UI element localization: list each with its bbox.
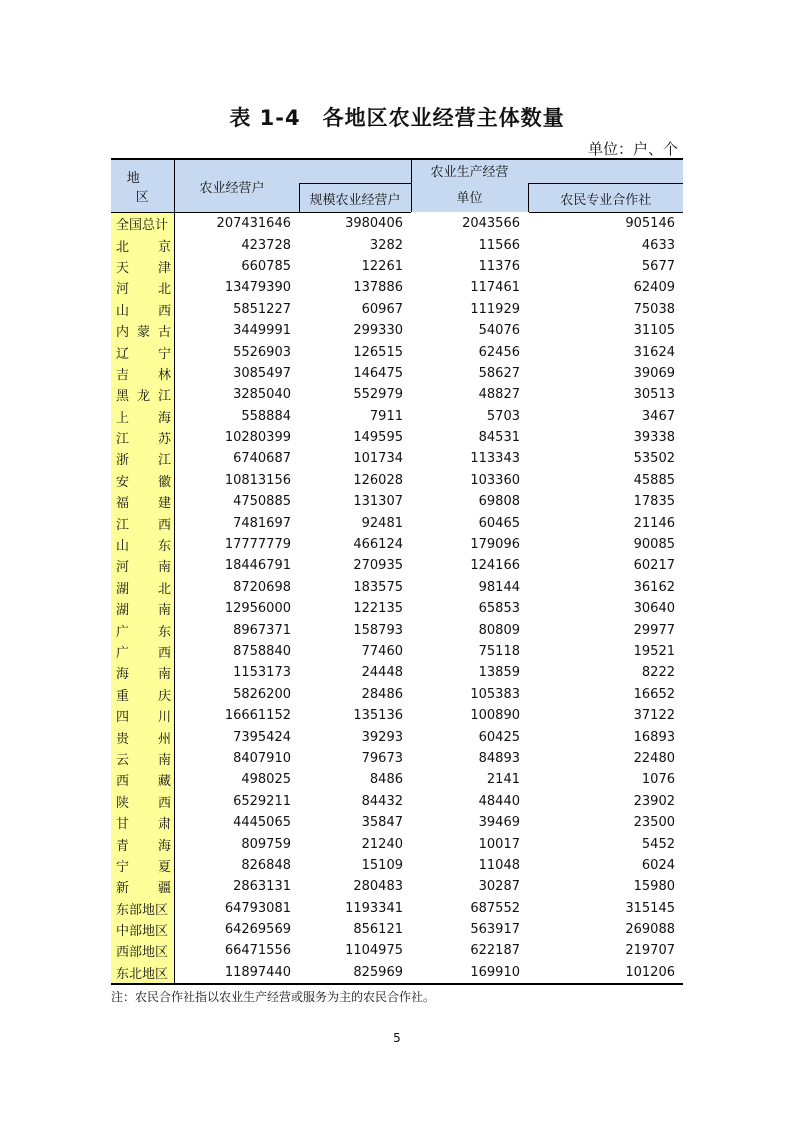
- scale-cell: 8486: [369, 772, 403, 788]
- table-row: [111, 769, 683, 790]
- region-cell: [111, 577, 174, 598]
- units-cell: 62456: [478, 344, 520, 360]
- scale-cell: 126515: [353, 344, 403, 360]
- scale-cell: 137886: [353, 280, 403, 296]
- region-name: 湖 南: [116, 603, 171, 619]
- region-name: 广 西: [116, 646, 171, 661]
- region-cell: [111, 491, 174, 512]
- region-name: 上 海: [116, 410, 171, 426]
- units-cell: 103360: [470, 472, 520, 488]
- farm-cell: 7395424: [233, 729, 291, 745]
- units-cell: 111929: [470, 301, 520, 317]
- region-cell: [111, 555, 174, 576]
- farm-cell: 5826200: [233, 686, 291, 702]
- table-row: [111, 619, 683, 640]
- farm-cell: 826848: [241, 857, 291, 873]
- scale-cell: 1193341: [345, 900, 403, 916]
- region-name: 西部地区: [116, 945, 169, 961]
- coop-cell: 29977: [633, 622, 675, 638]
- scale-cell: 12261: [361, 258, 403, 274]
- table-row: [111, 705, 683, 726]
- region-cell: [111, 277, 174, 298]
- table-row: [111, 470, 683, 491]
- table-row: [111, 555, 683, 576]
- region-name: 吉 林: [116, 367, 171, 383]
- region-cell: [111, 598, 174, 619]
- scale-cell: 552979: [353, 387, 403, 403]
- region-cell: [111, 962, 174, 984]
- scale-cell: 825969: [299, 962, 411, 984]
- region-cell: [111, 769, 174, 790]
- farm-cell: 8758840: [233, 644, 291, 659]
- units-cell: 105383: [470, 686, 520, 702]
- table-row: [111, 748, 683, 769]
- coop-cell: 4633: [641, 237, 675, 253]
- table-row: [111, 299, 683, 320]
- coop-cell: 8222: [641, 665, 675, 681]
- units-cell: 69808: [478, 494, 520, 510]
- table-row: [111, 962, 683, 984]
- coop-cell: 16893: [633, 729, 675, 745]
- region-name: 河 南: [116, 560, 171, 576]
- units-cell: 622187: [470, 943, 520, 959]
- units-cell: 80809: [478, 622, 520, 638]
- coop-cell: 36162: [633, 579, 675, 595]
- scale-cell: 39293: [361, 729, 403, 745]
- region-cell: [111, 341, 174, 362]
- scale-cell: 149595: [353, 430, 403, 446]
- region-cell: [111, 791, 174, 812]
- region-name: 湖 北: [116, 581, 171, 597]
- scale-cell: 24448: [361, 665, 403, 681]
- units-cell: 75118: [478, 644, 520, 659]
- page-number: 5: [393, 1031, 401, 1045]
- farm-cell: 66471556: [224, 943, 291, 959]
- scale-cell: 77460: [361, 644, 403, 659]
- table-row: [111, 277, 683, 298]
- region-name: 全国总计: [116, 218, 169, 234]
- data-table: [111, 158, 683, 985]
- coop-cell: 19521: [633, 644, 675, 659]
- region-cell: [111, 705, 174, 726]
- coop-cell: 53502: [633, 451, 675, 467]
- table-row: [111, 662, 683, 683]
- table-row: [111, 919, 683, 940]
- farm-cell: 64269569: [224, 922, 291, 938]
- region-name: 重 庆: [116, 688, 171, 704]
- units-cell: 98144: [478, 579, 520, 595]
- table-row: [111, 791, 683, 812]
- region-name: 山 东: [116, 539, 171, 555]
- coop-cell: 905146: [625, 216, 675, 232]
- scale-cell: 1104975: [345, 943, 403, 959]
- header-cooperatives: 农民专业合作社: [528, 184, 683, 213]
- units-cell: 11048: [478, 857, 520, 873]
- region-name: 海 南: [116, 667, 171, 683]
- scale-cell: 84432: [361, 793, 403, 809]
- region-name: 东部地区: [116, 902, 169, 918]
- coop-cell: 16652: [633, 686, 675, 702]
- coop-cell: 90085: [633, 537, 675, 553]
- region-cell: [111, 299, 174, 320]
- region-cell: [111, 662, 174, 683]
- region-name: 云 南: [116, 752, 171, 768]
- region-cell: [111, 256, 174, 277]
- scale-cell: 28486: [361, 686, 403, 702]
- units-cell: 113343: [470, 451, 520, 467]
- farm-cell: 3285040: [233, 387, 291, 403]
- scale-cell: 15109: [361, 857, 403, 873]
- farm-cell: 660785: [241, 258, 291, 274]
- coop-cell: 17835: [633, 494, 675, 510]
- coop-cell: 3467: [641, 408, 675, 424]
- table-row: [111, 876, 683, 897]
- region-cell: [111, 470, 174, 491]
- table-row: [111, 320, 683, 341]
- scale-cell: 270935: [353, 558, 403, 574]
- farm-cell: 16661152: [224, 708, 291, 724]
- coop-cell: 31624: [633, 344, 675, 360]
- scale-cell: 92481: [361, 515, 403, 531]
- region-name: 西 藏: [116, 774, 171, 790]
- table-row: [111, 341, 683, 362]
- coop-cell: 62409: [633, 280, 675, 296]
- farm-cell: 10813156: [224, 472, 291, 488]
- farm-cell: 5851227: [233, 301, 291, 317]
- farm-cell: 6740687: [233, 451, 291, 467]
- units-cell: 169910: [411, 962, 528, 984]
- units-cell: 54076: [478, 323, 520, 339]
- units-cell: 10017: [478, 836, 520, 852]
- scale-cell: 79673: [361, 750, 403, 766]
- units-cell: 179096: [470, 537, 520, 553]
- table-row: [111, 427, 683, 448]
- region-cell: [111, 427, 174, 448]
- region-name: 四 川: [116, 710, 171, 726]
- table-row: [111, 512, 683, 533]
- units-cell: 2141: [486, 772, 520, 788]
- farm-cell: 17777779: [224, 537, 291, 553]
- units-cell: 5703: [486, 408, 520, 424]
- region-name: 福 建: [116, 496, 171, 512]
- table-row: [111, 256, 683, 277]
- farm-cell: 207431646: [216, 216, 291, 232]
- units-cell: 30287: [478, 879, 520, 895]
- coop-cell: 37122: [633, 708, 675, 724]
- region-name: 江 苏: [116, 432, 171, 448]
- scale-cell: 131307: [353, 494, 403, 510]
- table-row: [111, 812, 683, 833]
- units-cell: 11376: [478, 258, 520, 274]
- scale-cell: 146475: [353, 365, 403, 381]
- table-row: [111, 577, 683, 598]
- region-cell: [111, 320, 174, 341]
- region-cell: [111, 812, 174, 833]
- farm-cell: 809759: [241, 836, 291, 852]
- table-row: [111, 833, 683, 854]
- region-cell: [111, 448, 174, 469]
- coop-cell: 1076: [641, 772, 675, 788]
- coop-cell: 219707: [625, 943, 675, 959]
- units-cell: 84893: [478, 750, 520, 766]
- farm-cell: 2863131: [233, 879, 291, 895]
- units-cell: 117461: [470, 280, 520, 296]
- coop-cell: 315145: [625, 900, 675, 916]
- scale-cell: 126028: [353, 472, 403, 488]
- table-row: [111, 726, 683, 747]
- region-name: 贵 州: [116, 731, 171, 747]
- region-name: 山 西: [116, 303, 171, 319]
- farm-cell: 8967371: [233, 622, 291, 638]
- coop-cell: 31105: [633, 323, 675, 339]
- coop-cell: 39069: [633, 365, 675, 381]
- region-name: 陕 西: [116, 795, 171, 811]
- coop-cell: 39338: [633, 430, 675, 446]
- farm-cell: 6529211: [233, 793, 291, 809]
- table-row: [111, 940, 683, 961]
- scale-cell: 3282: [369, 237, 403, 253]
- coop-cell: 75038: [633, 301, 675, 317]
- region-cell: [111, 213, 174, 235]
- coop-cell: 269088: [625, 922, 675, 938]
- region-cell: [111, 534, 174, 555]
- region-cell: [111, 684, 174, 705]
- coop-cell: 5452: [641, 836, 675, 852]
- table-row: [111, 213, 683, 235]
- units-cell: 100890: [470, 708, 520, 724]
- farm-cell: 1153173: [233, 665, 291, 681]
- header-production-units: 农业生产经营单位: [411, 159, 528, 213]
- region-name: 甘 肃: [116, 817, 171, 833]
- farm-cell: 3085497: [233, 365, 291, 381]
- region-name: 辽 宁: [116, 346, 171, 362]
- coop-cell: 23902: [633, 793, 675, 809]
- region-cell: [111, 384, 174, 405]
- units-cell: 48827: [478, 387, 520, 403]
- units-cell: 563917: [470, 922, 520, 938]
- scale-cell: 35847: [361, 815, 403, 831]
- table-row: [111, 384, 683, 405]
- table-title: 表 1-4 各地区农业经营主体数量: [229, 106, 565, 130]
- coop-cell: 6024: [641, 857, 675, 873]
- units-cell: 687552: [470, 900, 520, 916]
- unit-label: 单位：户、个: [587, 140, 678, 158]
- scale-cell: 122135: [353, 601, 403, 617]
- table-row: [111, 684, 683, 705]
- scale-cell: 856121: [353, 922, 403, 938]
- units-cell: 84531: [478, 430, 520, 446]
- header-scale-top: [299, 159, 411, 184]
- farm-cell: 64793081: [224, 900, 291, 916]
- region-cell: [111, 512, 174, 533]
- region-cell: [111, 833, 174, 854]
- units-cell: 11566: [478, 237, 520, 253]
- table-row: [111, 234, 683, 255]
- region-cell: [111, 726, 174, 747]
- coop-cell: 15980: [633, 879, 675, 895]
- footnote: 注：农民合作社指以农业生产经营或服务为主的农民合作社。: [111, 990, 436, 1004]
- units-cell: 2043566: [462, 216, 520, 232]
- farm-cell: 7481697: [233, 515, 291, 531]
- coop-cell: 23500: [633, 815, 675, 831]
- region-name: 北 京: [116, 239, 171, 255]
- table-row: [111, 641, 683, 662]
- header-coop-top: [528, 159, 683, 184]
- region-name: 东北地区: [116, 966, 169, 982]
- region-cell: [111, 940, 174, 961]
- region-cell: [111, 748, 174, 769]
- units-cell: 58627: [478, 365, 520, 381]
- table-row: [111, 448, 683, 469]
- table-row: [111, 406, 683, 427]
- farm-cell: 4750885: [233, 494, 291, 510]
- units-cell: 60425: [478, 729, 520, 745]
- scale-cell: 135136: [353, 708, 403, 724]
- farm-cell: 11897440: [174, 962, 299, 984]
- scale-cell: 280483: [353, 879, 403, 895]
- coop-cell: 101206: [528, 962, 683, 984]
- region-cell: [111, 898, 174, 919]
- table-row: [111, 855, 683, 876]
- farm-cell: 5526903: [233, 344, 291, 360]
- coop-cell: 60217: [633, 558, 675, 574]
- coop-cell: 45885: [633, 472, 675, 488]
- units-cell: 48440: [478, 793, 520, 809]
- region-name: 青 海: [116, 838, 171, 854]
- farm-cell: 10280399: [224, 430, 291, 446]
- region-cell: [111, 234, 174, 255]
- scale-cell: 60967: [361, 301, 403, 317]
- region-cell: [111, 406, 174, 427]
- region-name: 河 北: [116, 282, 171, 298]
- scale-cell: 183575: [353, 579, 403, 595]
- scale-cell: 299330: [353, 323, 403, 339]
- region-name: 天 津: [116, 260, 171, 276]
- farm-cell: 4445065: [233, 815, 291, 831]
- region-name: 浙 江: [116, 453, 171, 469]
- units-cell: 60465: [478, 515, 520, 531]
- table-body: [111, 213, 683, 985]
- region-name: 安 徽: [116, 474, 171, 490]
- region-name: 黑 龙 江: [116, 389, 171, 405]
- scale-cell: 21240: [361, 836, 403, 852]
- header-farm-households: 农业经营户: [174, 159, 299, 213]
- header-scale-households: 规模农业经营户: [299, 184, 411, 213]
- farm-cell: 18446791: [224, 558, 291, 574]
- region-name: 中部地区: [116, 924, 169, 940]
- table-row: [111, 491, 683, 512]
- scale-cell: 101734: [353, 451, 403, 467]
- region-name: 新 疆: [116, 881, 171, 897]
- coop-cell: 30640: [633, 601, 675, 617]
- table-row: [111, 534, 683, 555]
- scale-cell: 3980406: [345, 216, 403, 232]
- units-cell: 39469: [478, 815, 520, 831]
- scale-cell: 466124: [353, 537, 403, 553]
- coop-cell: 30513: [633, 387, 675, 403]
- farm-cell: 3449991: [233, 323, 291, 339]
- region-name: 内 蒙 古: [116, 325, 171, 341]
- units-cell: 65853: [478, 601, 520, 617]
- table-row: [111, 898, 683, 919]
- coop-cell: 21146: [633, 515, 675, 531]
- region-cell: [111, 876, 174, 897]
- region-cell: [111, 855, 174, 876]
- units-cell: 13859: [478, 665, 520, 681]
- region-name: 江 西: [116, 517, 171, 533]
- farm-cell: 498025: [241, 772, 291, 788]
- region-name: 宁 夏: [116, 859, 171, 875]
- scale-cell: 7911: [369, 408, 403, 424]
- region-cell: [111, 919, 174, 940]
- region-cell: [111, 363, 174, 384]
- farm-cell: 8407910: [233, 750, 291, 766]
- coop-cell: 5677: [641, 258, 675, 274]
- table-row: [111, 363, 683, 384]
- region-cell: [111, 619, 174, 640]
- farm-cell: 13479390: [224, 280, 291, 296]
- table-row: [111, 598, 683, 619]
- farm-cell: 423728: [241, 237, 291, 253]
- coop-cell: 22480: [633, 750, 675, 766]
- farm-cell: 12956000: [224, 601, 291, 617]
- region-cell: [111, 641, 174, 662]
- farm-cell: 558884: [241, 408, 291, 424]
- units-cell: 124166: [470, 558, 520, 574]
- scale-cell: 158793: [353, 622, 403, 638]
- farm-cell: 8720698: [233, 579, 291, 595]
- region-name: 广 东: [116, 624, 171, 640]
- header-region: 地 区: [111, 159, 174, 213]
